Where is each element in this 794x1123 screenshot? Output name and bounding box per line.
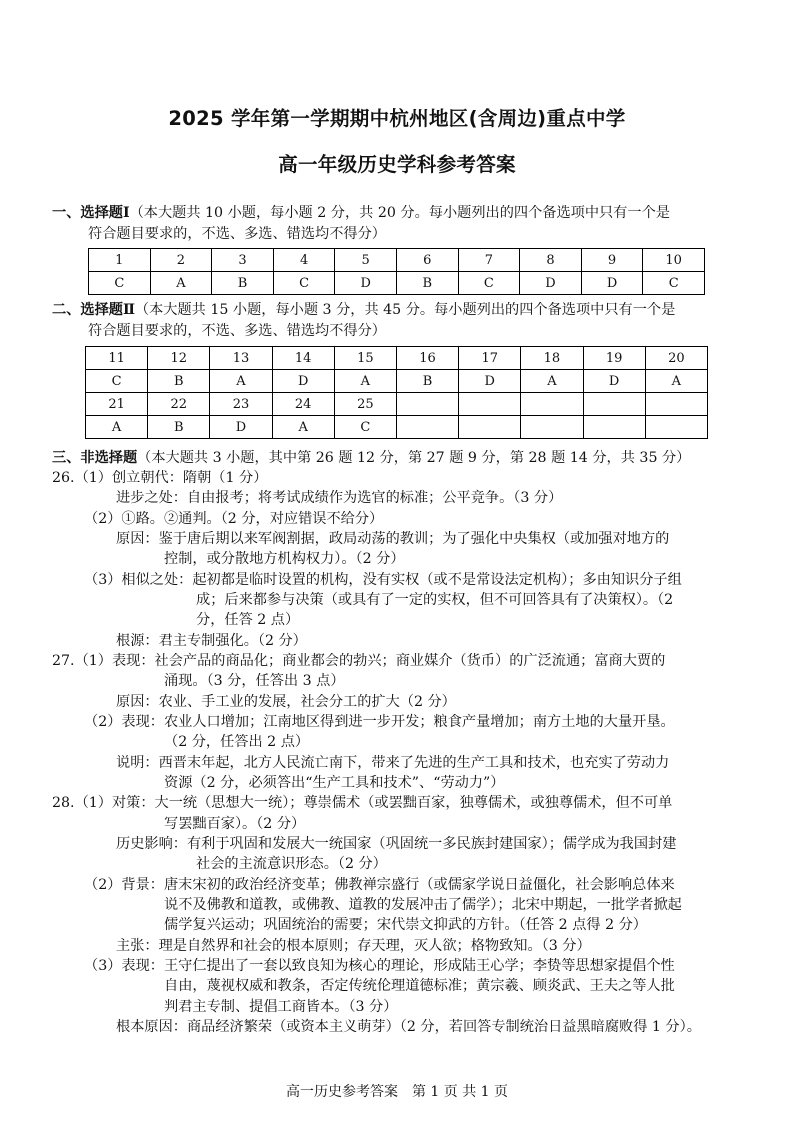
- section1-desc: （本大题共 10 小题，每小题 2 分，共 20 分。每小题列出的四个备选项中只有一个是: [129, 205, 670, 221]
- q28-part2-cont1: 说不及佛教和道教，或佛教、道教的发展冲击了儒学）；北宋中期起，一批学者掀起: [164, 897, 682, 913]
- q28-part2: （2）背景：唐末宋初的政治经济变革；佛教禅宗盛行（或儒家学说日益僵化，社会影响总体来: [84, 877, 675, 893]
- exam-subtitle: 高一年级历史学科参考答案: [278, 153, 516, 176]
- answer-cell: D: [459, 370, 521, 393]
- section2-head: 二、选择题Ⅱ: [52, 302, 135, 318]
- answer-cell: D: [583, 370, 645, 393]
- answer-cell: B: [148, 370, 210, 393]
- question-number-cell: [521, 393, 583, 416]
- section3-head: 三、非选择题: [52, 450, 138, 466]
- answer-cell: [459, 416, 521, 439]
- question-number-cell: 13: [210, 347, 272, 370]
- q27-explain-cont: 资源（2 分，必须答出“生产工具和技术”、“劳动力”）: [164, 775, 505, 791]
- answer-cell: [645, 416, 707, 439]
- q26-part3-cont1: 成；后来都参与决策（或具有了一定的实权，但不可回答具有了决策权）。（2: [196, 592, 674, 608]
- answer-cell: D: [520, 272, 582, 295]
- q26-root: 根源：君主专制强化。（2 分）: [116, 633, 307, 649]
- question-number-cell: 15: [334, 347, 396, 370]
- question-number-cell: 14: [272, 347, 334, 370]
- question-number-cell: 6: [396, 249, 458, 272]
- answer-cell: C: [334, 416, 396, 439]
- page-footer: 高一历史参考答案 第 1 页 共 1 页: [285, 1084, 509, 1100]
- q28-part2-cont2: 儒学复兴运动；巩固统治的需要；宋代崇文抑武的方针。（任答 2 点得 2 分）: [164, 917, 647, 933]
- question-number-cell: 2: [150, 249, 212, 272]
- answer-cell: A: [645, 370, 707, 393]
- answer-cell: B: [212, 272, 274, 295]
- question-number-cell: 5: [335, 249, 397, 272]
- question-number-cell: 21: [86, 393, 148, 416]
- section2-number-row-1: [86, 347, 708, 370]
- answer-cell: C: [643, 272, 705, 295]
- q28-part3-cont1: 自由，蔑视权威和教条，否定传统伦理道德标准；黄宗羲、顾炎武、王夫之等人批: [164, 978, 675, 994]
- section3-heading-line: [52, 448, 690, 468]
- question-number-cell: 16: [396, 347, 458, 370]
- q27-part1-cont: 涌现。（3 分，任答出 3 点）: [164, 673, 345, 689]
- question-number-cell: [645, 393, 707, 416]
- question-number-cell: 8: [520, 249, 582, 272]
- answer-cell: D: [581, 272, 643, 295]
- answer-cell: C: [89, 272, 151, 295]
- question-number-cell: 22: [148, 393, 210, 416]
- question-number-cell: 23: [210, 393, 272, 416]
- answer-cell: D: [272, 370, 334, 393]
- question-number-cell: 3: [212, 249, 274, 272]
- answer-cell: C: [86, 370, 148, 393]
- question-number-cell: 11: [86, 347, 148, 370]
- section1-head: 一、选择题Ⅰ: [52, 205, 130, 221]
- section2-answer-row-1: [86, 370, 708, 393]
- answer-cell: A: [334, 370, 396, 393]
- q27-reason: 原因：农业、手工业的发展，社会分工的扩大（2 分）: [116, 694, 456, 710]
- question-number-cell: 7: [458, 249, 520, 272]
- answer-cell: C: [458, 272, 520, 295]
- q26-part2: （2）①路。②通判。（2 分，对应错误不给分）: [84, 511, 384, 527]
- question-number-cell: [583, 393, 645, 416]
- question-number-cell: 4: [273, 249, 335, 272]
- question-number-cell: 20: [645, 347, 707, 370]
- answer-cell: A: [150, 272, 212, 295]
- section1-answer-row: [89, 272, 705, 295]
- q28-claim: 主张：理是自然界和社会的根本原则；存天理，灭人欲；格物致知。（3 分）: [116, 938, 591, 954]
- section2-desc-line2: 符合题目要求的，不选、多选、错选均不得分）: [88, 323, 386, 339]
- answer-cell: [583, 416, 645, 439]
- question-number-cell: 19: [583, 347, 645, 370]
- answer-cell: [396, 416, 458, 439]
- answer-cell: B: [396, 272, 458, 295]
- answer-cell: D: [210, 416, 272, 439]
- answer-cell: A: [86, 416, 148, 439]
- section2-answer-table: [85, 346, 708, 439]
- question-number-cell: 24: [272, 393, 334, 416]
- q26-part3-cont2: 分，任答 2 点）: [196, 612, 300, 628]
- answer-cell: A: [521, 370, 583, 393]
- section1-heading-line: [52, 203, 670, 223]
- q28-part1: 28.（1）对策：大一统（思想大一统）；尊崇儒术（或罢黜百家，独尊儒术，或独尊儒术，但不可单: [52, 795, 673, 811]
- q27-part2: （2）表现：农业人口增加；江南地区得到进一步开发；粮食产量增加；南方土地的大量开垦。: [84, 714, 675, 730]
- q28-part1-cont: 写罢黜百家）。（2 分）: [164, 816, 306, 832]
- q26-part3: （3）相似之处：起初都是临时设置的机构，没有实权（或不是常设法定机构）；多由知识分子组: [84, 572, 682, 588]
- answer-cell: B: [148, 416, 210, 439]
- question-number-cell: 12: [148, 347, 210, 370]
- question-number-cell: 25: [334, 393, 396, 416]
- q28-impact-cont: 社会的主流意识形态。（2 分）: [196, 856, 387, 872]
- section3-desc: （本大题共 3 小题，其中第 26 题 12 分，第 27 题 9 分，第 28 题 14 分，共 35 分）: [137, 450, 691, 466]
- question-number-cell: 9: [581, 249, 643, 272]
- q26-reason-cont: 控制，或分散地方机构权力）。（2 分）: [164, 551, 405, 567]
- question-number-cell: [396, 393, 458, 416]
- section2-answer-row-2: [86, 416, 708, 439]
- question-number-cell: [459, 393, 521, 416]
- question-number-cell: 10: [643, 249, 705, 272]
- question-number-cell: 18: [521, 347, 583, 370]
- q26-progress: 进步之处：自由报考；将考试成绩作为选官的标准；公平竞争。（3 分）: [116, 490, 563, 506]
- q27-explain: 说明：西晋末年起，北方人民流亡南下，带来了先进的生产工具和技术，也充实了劳动力: [116, 755, 670, 771]
- question-number-cell: 1: [89, 249, 151, 272]
- exam-title: 2025 学年第一学期期中杭州地区(含周边)重点中学: [168, 107, 626, 130]
- answer-cell: A: [210, 370, 272, 393]
- answer-cell: C: [273, 272, 335, 295]
- section2-number-row-2: [86, 393, 708, 416]
- q27-part2-cont: （2 分，任答出 2 点）: [164, 734, 310, 750]
- answer-cell: [521, 416, 583, 439]
- answer-cell: D: [335, 272, 397, 295]
- q28-root-cause: 根本原因：商品经济繁荣（或资本主义萌芽）（2 分，若回答专制统治日益黑暗腐败得 1 分）。: [116, 1019, 701, 1035]
- q26-reason: 原因：鉴于唐后期以来军阀割据，政局动荡的教训；为了强化中央集权（或加强对地方的: [116, 531, 670, 547]
- q27-part1: 27.（1）表现：社会产品的商品化；商业都会的勃兴；商业媒介（货币）的广泛流通；富商大贾的: [52, 653, 666, 669]
- q26-part1: 26.（1）创立朝代：隋朝（1 分）: [52, 470, 268, 486]
- section1-answer-table: [88, 248, 705, 295]
- q28-impact: 历史影响：有利于巩固和发展大一统国家（巩固统一多民族封建国家）；儒学成为我国封建: [116, 836, 677, 852]
- question-number-cell: 17: [459, 347, 521, 370]
- section1-desc-line2: 符合题目要求的，不选、多选、错选均不得分）: [88, 226, 386, 242]
- answer-cell: B: [396, 370, 458, 393]
- answer-cell: A: [272, 416, 334, 439]
- q28-part3: （3）表现：王守仁提出了一套以致良知为核心的理论，形成陆王心学；李贽等思想家提倡个性: [84, 958, 675, 974]
- section1-number-row: [89, 249, 705, 272]
- section2-desc: （本大题共 15 小题，每小题 3 分，共 45 分。每小题列出的四个备选项中只有一个是: [134, 302, 676, 318]
- q28-part3-cont2: 判君主专制、提倡工商皆本。（3 分）: [164, 999, 398, 1015]
- section2-heading-line: [52, 300, 675, 320]
